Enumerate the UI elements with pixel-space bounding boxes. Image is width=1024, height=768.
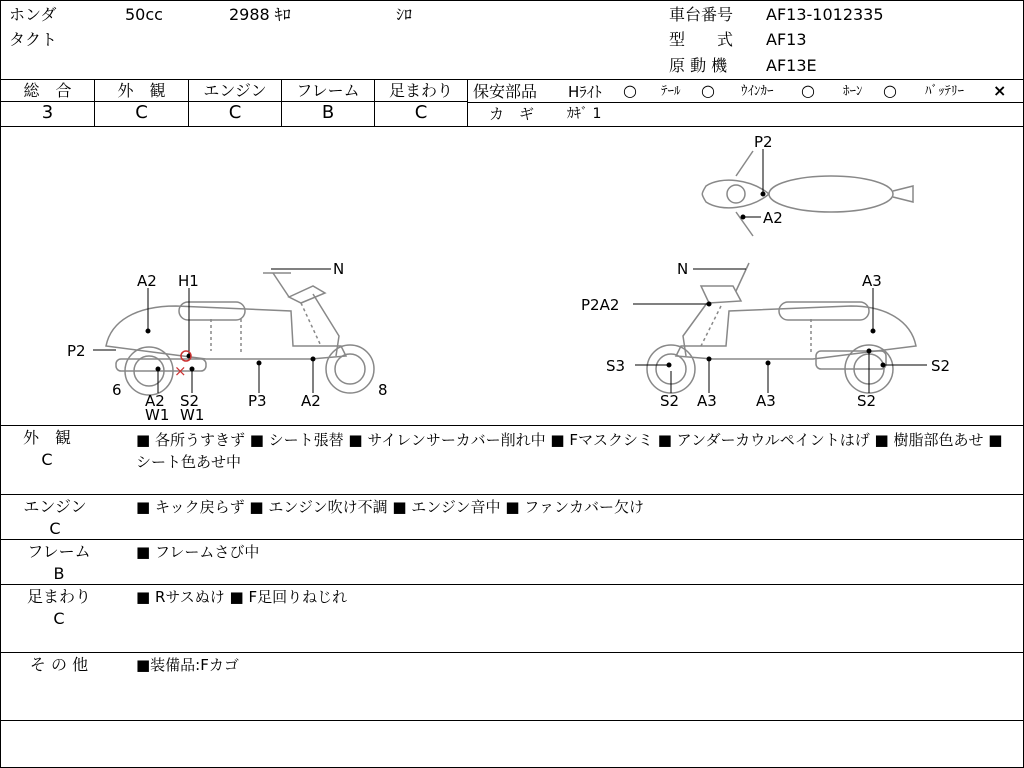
damage-diagram (1, 127, 1023, 425)
diagram-label: A3 (862, 272, 882, 290)
diagram-label: S2 (660, 392, 680, 410)
remark-text-other: ■装備品:Fカゴ (136, 656, 239, 674)
grade-frame-value: B (321, 102, 335, 123)
diagram-label: N (333, 260, 345, 278)
diagram-label: 6 (112, 381, 122, 399)
type-value: AF13 (766, 30, 807, 49)
diagram-label: P2 (754, 133, 773, 151)
safety-battery-mark: × (993, 81, 1007, 100)
grade-exterior-label: 外 観 (117, 81, 166, 100)
type-label: 型 式 (669, 30, 734, 49)
divider (1, 584, 1023, 585)
remark-category-exterior: 外 観 (22, 428, 71, 447)
safety-horn-label: ﾎｰﾝ (843, 84, 863, 99)
diagram-label: W1 (180, 406, 205, 424)
model-name: タクト (9, 30, 58, 49)
scooter-left-view (106, 273, 374, 395)
grade-engine-value: C (228, 102, 242, 123)
diagram-label: A2 (763, 209, 783, 227)
key-value: ｶｷﾞ 1 (567, 106, 602, 122)
remark-text-engine: ■ キック戻らず ■ エンジン吹け不調 ■ エンジン音中 ■ ファンカバー欠け (136, 498, 644, 516)
key-label: カ ギ (489, 105, 535, 123)
diagram-label: S2 (857, 392, 877, 410)
safety-tail-label: ﾃｰﾙ (661, 84, 681, 99)
mileage: 2988 ｷﾛ (229, 5, 291, 24)
remark-text-suspension: ■ Rサスぬけ ■ F足回りねじれ (136, 588, 348, 606)
remark-category-frame: フレーム (27, 542, 91, 561)
color: ｼﾛ (396, 5, 413, 24)
remark-category-suspension: 足まわり (26, 587, 91, 606)
diagram-label: S3 (606, 357, 626, 375)
divider (1, 539, 1023, 540)
safety-winker-mark: ○ (801, 81, 815, 100)
diagram-label: A2 (145, 392, 165, 410)
damage-marker: × (174, 362, 187, 380)
safety-title: 保安部品 (473, 82, 538, 101)
diagram-label: A3 (697, 392, 717, 410)
grade-frame-label: フレーム (296, 81, 360, 100)
engine-value: AF13E (766, 56, 817, 75)
remark-grade-exterior: C (41, 450, 53, 469)
diagram-label: A2 (137, 272, 157, 290)
divider (467, 102, 1023, 103)
diagram-label: H1 (178, 272, 199, 290)
scooter-top-view (702, 151, 913, 236)
remark-category-other: そ の 他 (29, 655, 89, 674)
remark-grade-suspension: C (53, 609, 65, 628)
diagram-label: P3 (248, 392, 267, 410)
diagram-label: 8 (378, 381, 388, 399)
diagram-label: P2 (67, 342, 86, 360)
safety-battery-label: ﾊﾞｯﾃﾘｰ (925, 84, 964, 99)
safety-horn-mark: ○ (883, 81, 897, 100)
grade-engine-label: エンジン (203, 81, 267, 100)
remark-text-frame: ■ フレームさび中 (136, 543, 260, 561)
diagram-label: P2A2 (581, 296, 620, 314)
remark-text-exterior: ■ 各所うすきず ■ シート張替 ■ サイレンサーカバー削れ中 ■ Fマスクシミ ■ アンダーカウルペイントはげ ■ 樹脂部色あせ ■ シート色あせ中 (136, 431, 1003, 471)
safety-tail-mark: ○ (701, 81, 715, 100)
remark-grade-frame: B (53, 564, 65, 583)
diagram-label: A3 (756, 392, 776, 410)
displacement: 50cc (125, 5, 163, 24)
maker: ホンダ (9, 5, 57, 24)
diagram-label: N (677, 260, 689, 278)
grade-exterior-value: C (135, 102, 148, 123)
divider (1, 720, 1023, 721)
frame-no: AF13-1012335 (766, 5, 884, 24)
divider (1, 425, 1023, 426)
divider (1, 494, 1023, 495)
remark-category-engine: エンジン (23, 497, 87, 516)
diagram-label: A2 (301, 392, 321, 410)
safety-winker-label: ｳｲﾝｶｰ (741, 84, 774, 99)
diagram-label: S2 (931, 357, 951, 375)
grade-suspension-label: 足まわり (388, 81, 453, 100)
safety-headlight-mark: ○ (623, 81, 637, 100)
diagram-label: W1 (145, 406, 170, 424)
grade-overall-label: 総 合 (23, 81, 72, 100)
divider (1, 79, 1023, 80)
safety-headlight-label: Hﾗｲﾄ (568, 83, 602, 101)
grade-overall-value: 3 (41, 102, 54, 123)
divider (1, 652, 1023, 653)
remark-grade-engine: C (49, 519, 61, 538)
diagram-label: S2 (180, 392, 200, 410)
grade-suspension-value: C (414, 102, 428, 123)
frame-no-label: 車台番号 (669, 5, 734, 24)
engine-label: 原 動 機 (669, 56, 728, 75)
